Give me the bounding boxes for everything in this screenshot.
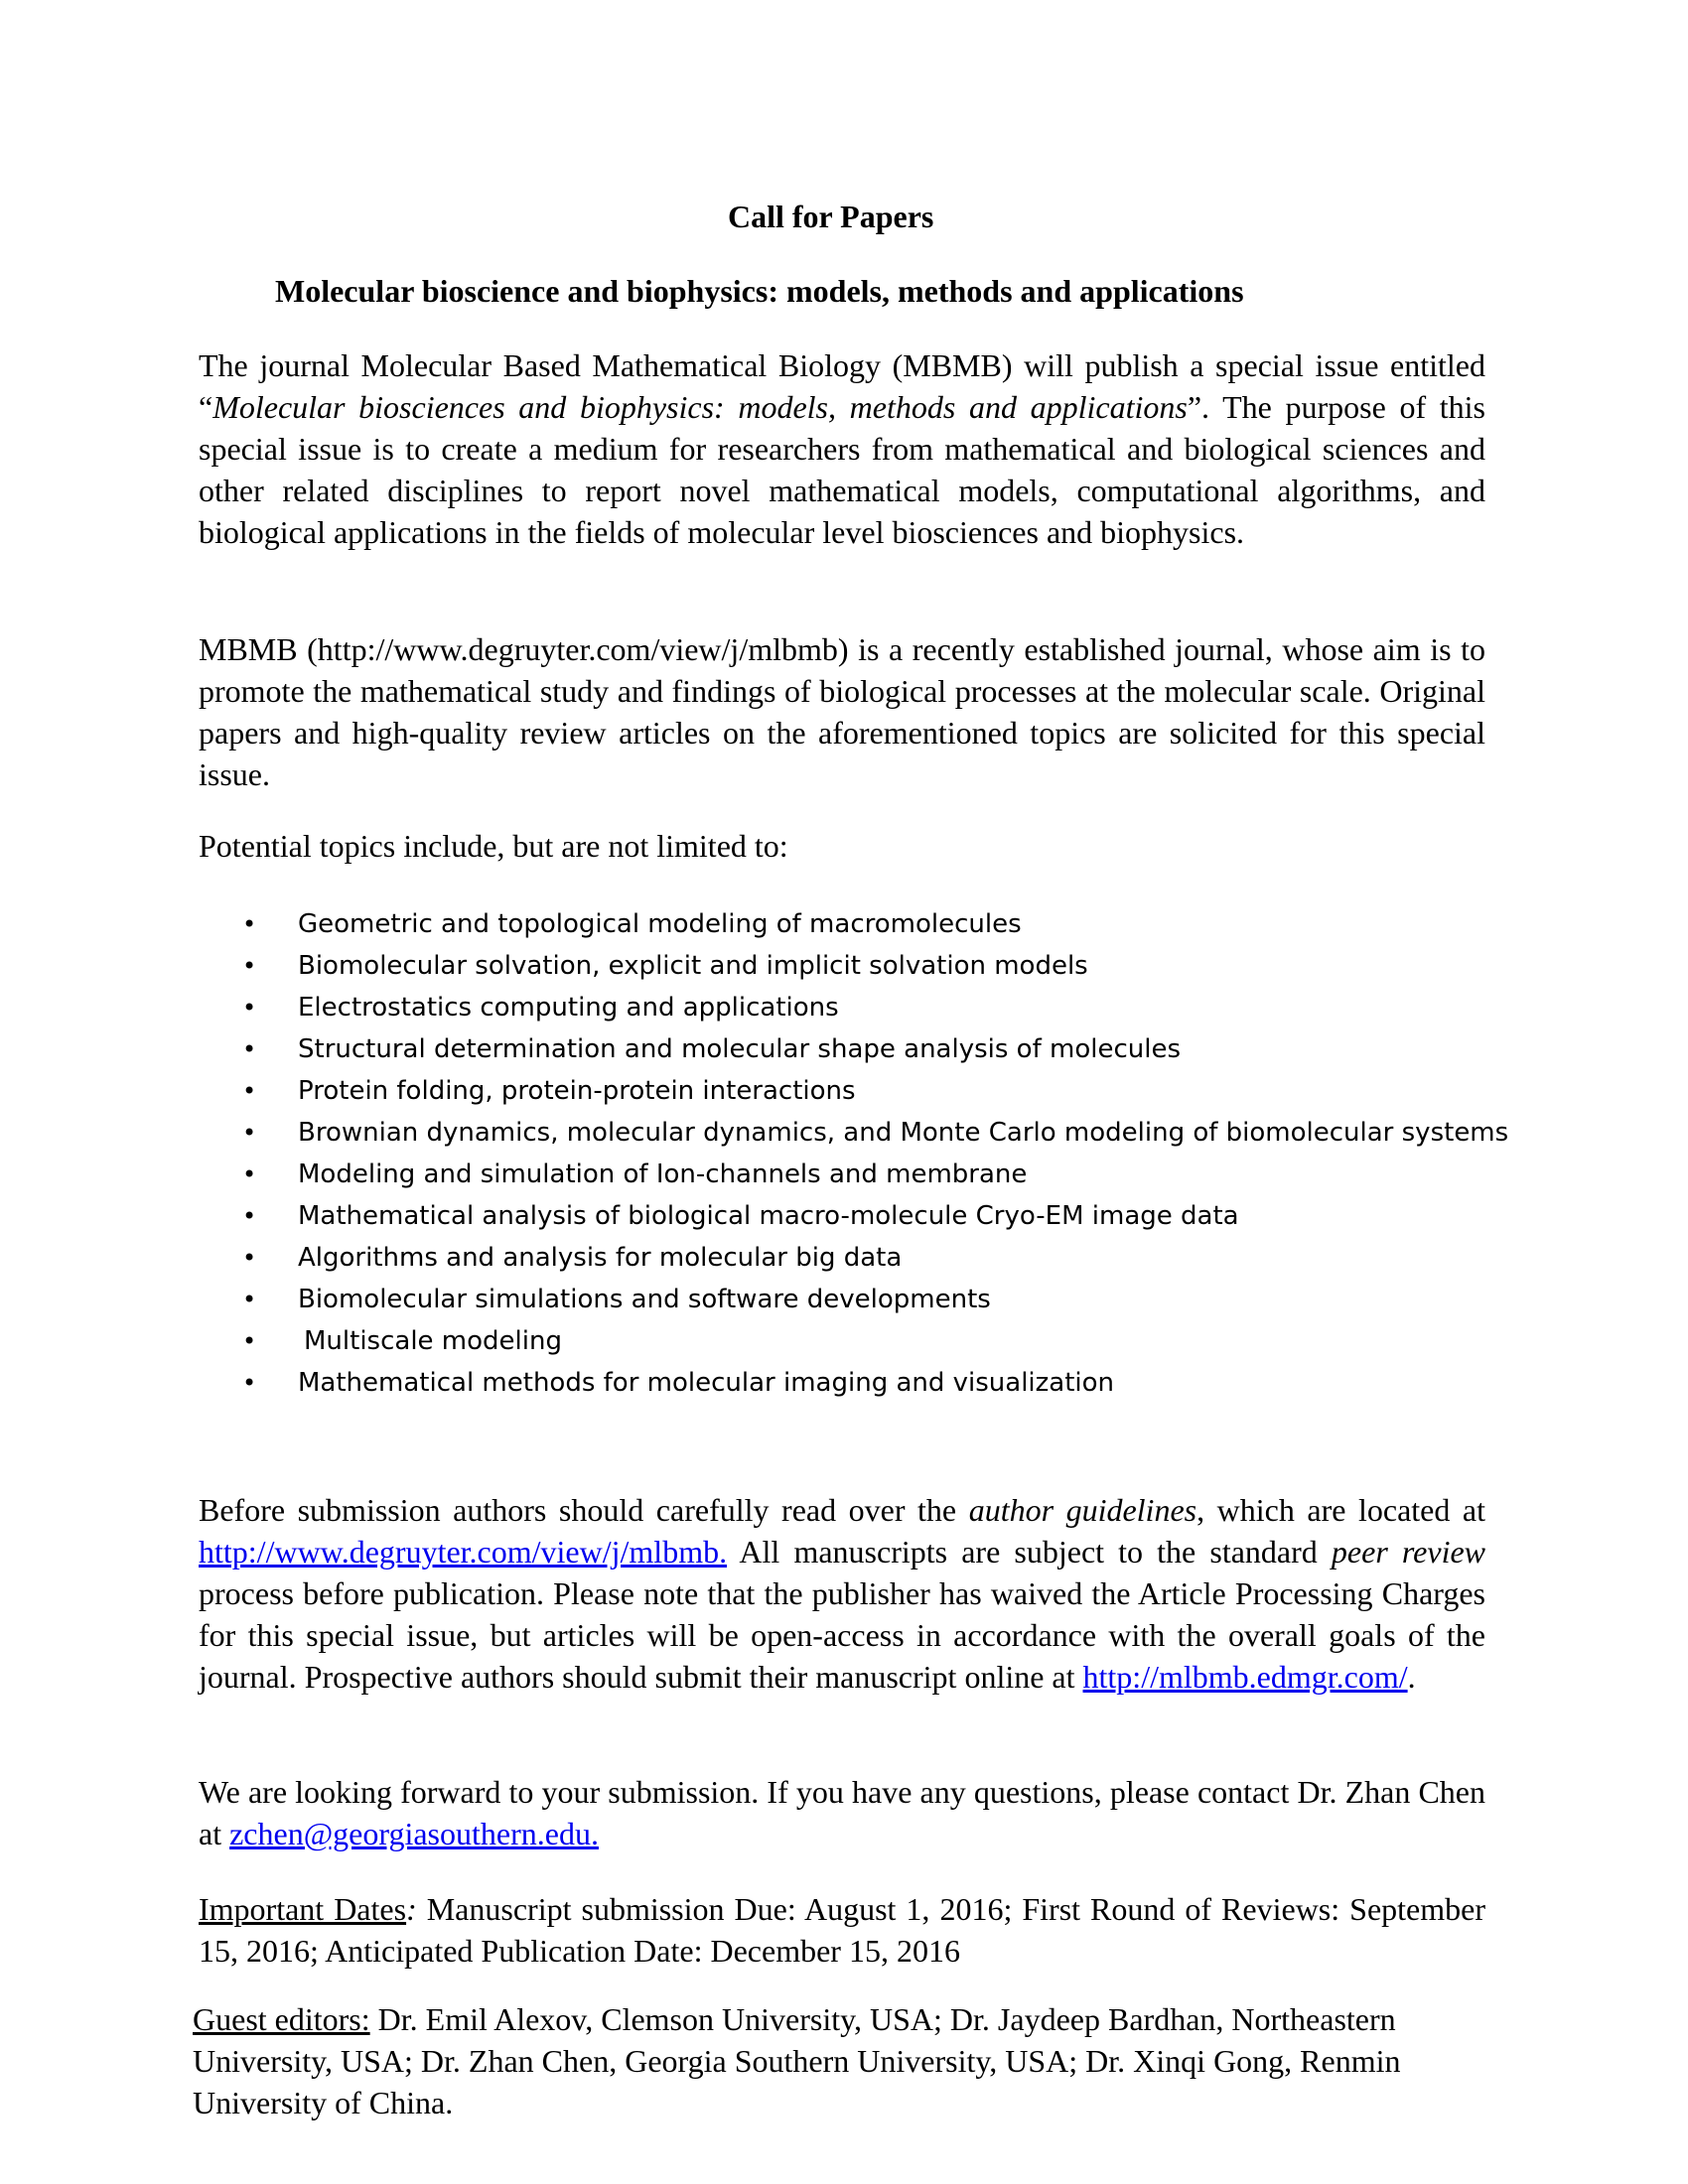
topic-text: Geometric and topological modeling of macromolecules — [298, 909, 1022, 939]
list-item — [242, 1195, 1509, 1237]
bullet-icon: • — [242, 1119, 257, 1147]
submission-text: Before submission authors should carefully read over the — [199, 1492, 969, 1528]
topic-text: Biomolecular simulations and software developments — [298, 1285, 991, 1314]
bullet-icon: • — [242, 1244, 257, 1272]
intro-paragraph — [199, 344, 1485, 553]
topic-text: Multiscale modeling — [304, 1326, 562, 1356]
important-dates-colon: : — [406, 1891, 417, 1927]
list-item — [242, 1279, 1509, 1320]
important-dates-text: Manuscript submission Due: August 1, 2016; First Round of Reviews: September 15, 2016; Anticipated Publication Date: December 15, 2016 — [199, 1891, 1486, 1969]
bullet-icon: • — [242, 952, 257, 980]
bullet-icon: • — [242, 994, 257, 1022]
topic-text: Electrostatics computing and applications — [298, 993, 839, 1023]
topic-text: Mathematical analysis of biological macro-molecule Cryo-EM image data — [298, 1201, 1239, 1231]
important-dates-paragraph — [199, 1888, 1485, 1972]
submission-link[interactable]: http://mlbmb.edmgr.com/ — [1082, 1659, 1408, 1695]
bullet-icon: • — [242, 1327, 257, 1355]
bullet-icon: • — [242, 1369, 257, 1397]
page-subtitle: Molecular bioscience and biophysics: models, methods and applications — [275, 273, 1244, 309]
bullet-icon: • — [242, 1077, 257, 1105]
list-item — [242, 945, 1509, 987]
submission-text: All manuscripts are subject to the standard — [727, 1534, 1332, 1570]
special-issue-title: Molecular biosciences and biophysics: models, methods and applications — [212, 389, 1188, 425]
bullet-icon: • — [242, 1286, 257, 1313]
contact-paragraph — [199, 1771, 1485, 1854]
submission-text: . — [1407, 1659, 1416, 1695]
topic-text: Protein folding, protein-protein interactions — [298, 1076, 856, 1106]
bullet-icon: • — [242, 1160, 257, 1188]
list-item — [242, 1362, 1509, 1404]
submission-text: , which are located at — [1196, 1492, 1486, 1528]
list-item — [242, 1070, 1509, 1112]
bullet-icon: • — [242, 910, 257, 938]
topic-text: Modeling and simulation of Ion-channels and membrane — [298, 1160, 1028, 1189]
important-dates-label: Important Dates — [199, 1891, 407, 1927]
contact-email-link[interactable]: zchen@georgiasouthern.edu. — [229, 1816, 599, 1851]
topic-text: Structural determination and molecular shape analysis of molecules — [298, 1034, 1181, 1064]
bullet-icon: • — [242, 1202, 257, 1230]
guest-editors-text: Dr. Emil Alexov, Clemson University, USA; Dr. Jaydeep Bardhan, Northeastern University, USA; Dr. Zhan Chen, Georgia Southern University, USA; Dr. Xinqi Gong, Renmin University of China. — [193, 2001, 1401, 2120]
contact-text: We are looking forward to your submission. If you have any questions, please contact Dr. Zhan Chen at — [199, 1774, 1485, 1851]
submission-paragraph — [199, 1489, 1485, 1698]
topic-text: Biomolecular solvation, explicit and implicit solvation models — [298, 951, 1088, 981]
guest-editors-label: Guest editors: — [193, 2001, 370, 2037]
topics-intro: Potential topics include, but are not limited to: — [199, 828, 788, 864]
list-item — [242, 1237, 1509, 1279]
about-paragraph: MBMB (http://www.degruyter.com/view/j/mlbmb) is a recently established journal, whose aim is to promote the mathematical study and findings of biological processes at the molecular scale. Original papers and high-quality review articles on the aforementioned topics are solicited for this special issue. — [199, 631, 1485, 792]
topics-list — [242, 903, 1509, 1404]
list-item — [242, 1112, 1509, 1154]
submission-text: process before publication. Please note that the publisher has waived the Article Processing Charges for this special issue, but articles will be open-access in accordance with the overall goals of the journal. Prospective authors should submit their manuscript online at — [199, 1575, 1485, 1695]
topic-text: Algorithms and analysis for molecular big data — [298, 1243, 903, 1273]
bullet-icon: • — [242, 1035, 257, 1063]
list-item — [242, 1154, 1509, 1195]
intro-text-end: ”. The purpose of this special issue is to create a medium for researchers from mathematical and biological sciences and other related disciplines to report novel mathematical models, computational algorithms, and biological applications in the fields of molecular level biosciences and biophysics. — [199, 389, 1486, 550]
list-item — [242, 903, 1509, 945]
author-guidelines-text: author guidelines — [968, 1492, 1197, 1528]
guidelines-link[interactable]: http://www.degruyter.com/view/j/mlbmb. — [199, 1534, 728, 1570]
topic-text: Mathematical methods for molecular imaging and visualization — [298, 1368, 1115, 1398]
page-title: Call for Papers — [728, 199, 934, 234]
intro-text-start: The journal Molecular Based Mathematical Biology (MBMB) will publish a special issue entitled “ — [199, 347, 1485, 425]
list-item — [242, 1028, 1509, 1070]
guest-editors-paragraph — [193, 1998, 1503, 2123]
list-item — [242, 987, 1509, 1028]
list-item — [242, 1320, 1509, 1362]
peer-review-text: peer review — [1331, 1534, 1486, 1570]
topic-text: Brownian dynamics, molecular dynamics, and Monte Carlo modeling of biomolecular systems — [298, 1118, 1509, 1148]
